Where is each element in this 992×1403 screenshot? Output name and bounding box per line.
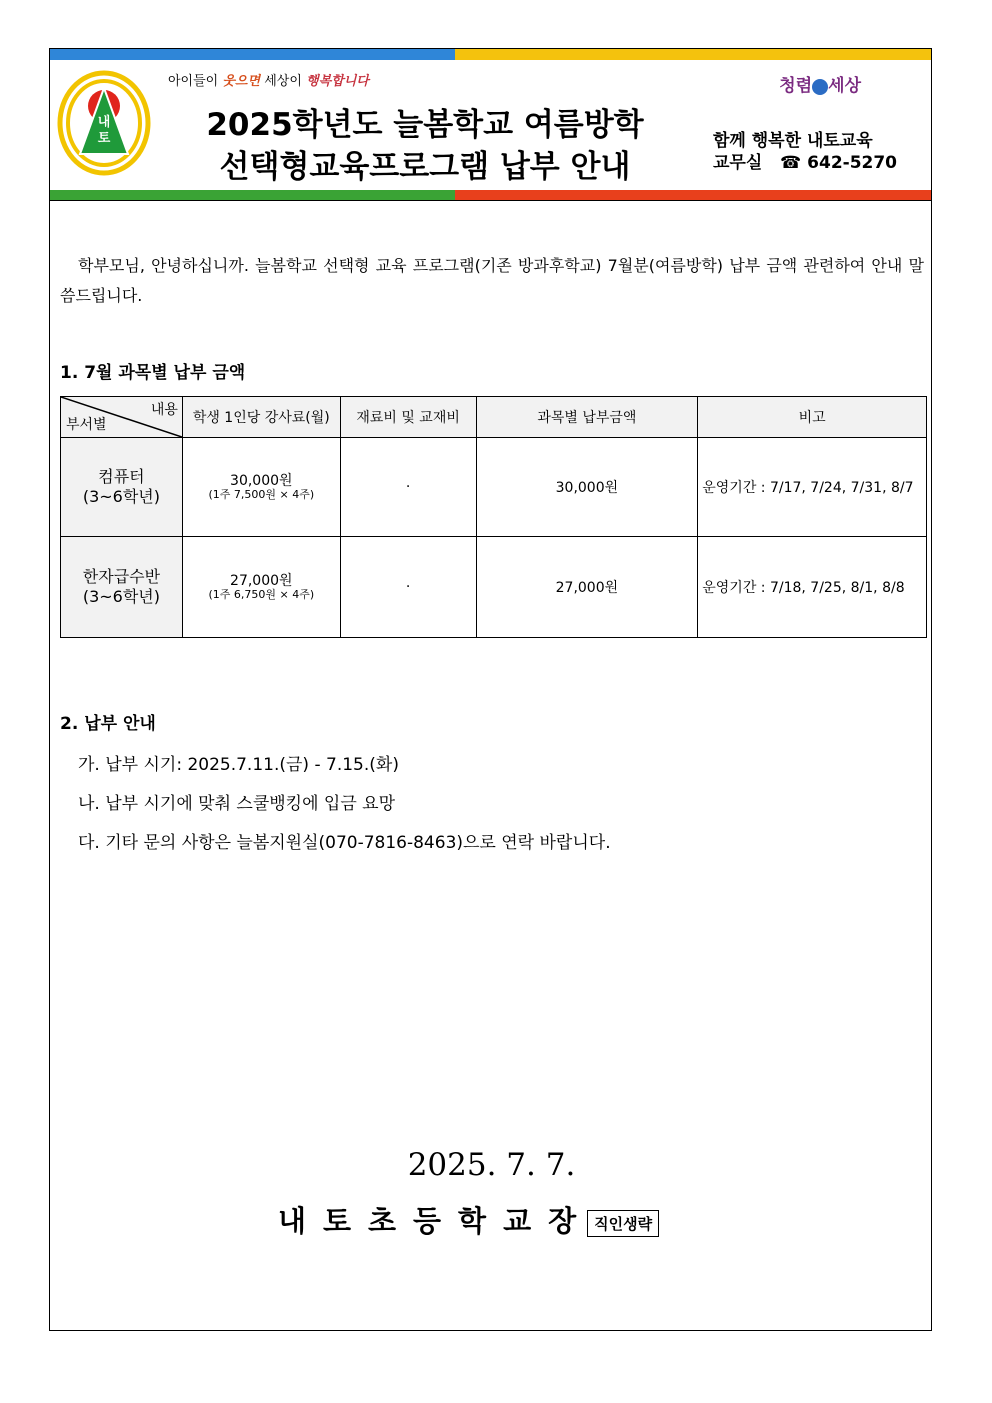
brand-text-1: 청렴 xyxy=(779,76,813,96)
total-cell: 27,000원 xyxy=(476,537,698,638)
slogan-part-4: 행복합니다 xyxy=(306,74,369,89)
note-cell: 운영기간 : 7/18, 7/25, 8/1, 8/8 xyxy=(698,537,927,638)
contact-info xyxy=(713,130,903,174)
signer-name: 내토초등학교장 xyxy=(278,1204,594,1238)
subject-grade: (3~6학년) xyxy=(82,587,161,606)
seal-omitted-stamp: 직인생략 xyxy=(587,1210,659,1237)
bottom-bar-green xyxy=(50,190,455,200)
fee-cell xyxy=(182,537,340,638)
integrity-brand xyxy=(779,71,861,96)
motto: 함께 행복한 내토교육 xyxy=(713,131,873,151)
header-bottom-color-bar xyxy=(50,190,931,201)
document-page xyxy=(49,48,932,1331)
material-cell: · xyxy=(340,537,476,638)
list-item: 다. 기타 문의 사항은 늘봄지원실(070-7816-8463)으로 연락 바랍니다. xyxy=(78,833,611,853)
total-cell: 30,000원 xyxy=(476,438,698,537)
note-cell: 운영기간 : 7/17, 7/24, 7/31, 8/7 xyxy=(698,438,927,537)
column-header-total: 과목별 납부금액 xyxy=(476,397,698,438)
fee-amount: 30,000원 xyxy=(230,472,293,489)
globe-icon xyxy=(812,79,828,95)
subject-name: 컴퓨터 xyxy=(98,467,145,486)
document-title xyxy=(170,104,680,188)
fee-amount: 27,000원 xyxy=(230,572,293,589)
intro-paragraph: 학부모님, 안녕하십니까. 늘봄학교 선택형 교육 프로그램(기존 방과후학교) 7월분(여름방학) 납부 금액 관련하여 안내 말씀드립니다. xyxy=(60,256,924,305)
list-item: 나. 납부 시기에 맞춰 스쿨뱅킹에 입금 요망 xyxy=(78,794,396,814)
fee-cell xyxy=(182,438,340,537)
logo-text-1: 내 xyxy=(97,115,111,130)
material-cell: · xyxy=(340,438,476,537)
school-logo-icon xyxy=(56,66,156,176)
column-header-material: 재료비 및 교재비 xyxy=(340,397,476,438)
phone-number: 642-5270 xyxy=(807,153,898,173)
row-head-hanja xyxy=(61,537,183,638)
phone-icon: ☎ xyxy=(780,153,802,173)
title-line-1: 2025학년도 늘봄학교 여름방학 xyxy=(206,107,644,143)
payment-guide-list xyxy=(78,746,611,863)
corner-bottom-label: 부서별 xyxy=(66,417,107,433)
table-header-row xyxy=(61,397,927,438)
header-top-color-bar xyxy=(50,49,931,60)
subject-name: 한자급수반 xyxy=(82,567,161,586)
column-header-note: 비고 xyxy=(698,397,927,438)
signature-line xyxy=(278,1199,659,1240)
column-header-fee: 학생 1인당 강사료(월) xyxy=(182,397,340,438)
letterhead xyxy=(50,60,931,190)
row-head-computer xyxy=(61,438,183,537)
office-label: 교무실 xyxy=(713,153,763,173)
issue-date: 2025. 7. 7. xyxy=(407,1147,576,1183)
subject-grade: (3~6학년) xyxy=(82,487,161,506)
title-line-2: 선택형교육프로그램 납부 안내 xyxy=(219,149,631,185)
brand-text-2: 세상 xyxy=(828,76,861,96)
top-bar-blue xyxy=(50,49,455,60)
list-item: 가. 납부 시기: 2025.7.11.(금) - 7.15.(화) xyxy=(78,755,399,775)
office-phone-line xyxy=(713,152,903,174)
table-row xyxy=(61,438,927,537)
fee-detail: (1주 6,750원 × 4주) xyxy=(208,587,315,601)
fee-detail: (1주 7,500원 × 4주) xyxy=(208,487,315,501)
corner-top-label: 내용 xyxy=(150,402,178,418)
bottom-bar-red xyxy=(455,190,931,200)
slogan-part-3: 세상이 xyxy=(264,74,302,89)
slogan-part-1: 아이들이 xyxy=(168,74,219,89)
top-bar-yellow xyxy=(455,49,931,60)
diagonal-header-cell xyxy=(61,397,183,438)
section-2-heading: 2. 납부 안내 xyxy=(60,714,156,734)
fee-table xyxy=(60,396,927,638)
slogan-part-2: 웃으면 xyxy=(222,74,261,89)
section-1-heading: 1. 7월 과목별 납부 금액 xyxy=(60,363,246,383)
table-row xyxy=(61,537,927,638)
logo-text-2: 토 xyxy=(97,131,111,146)
slogan xyxy=(168,70,369,89)
